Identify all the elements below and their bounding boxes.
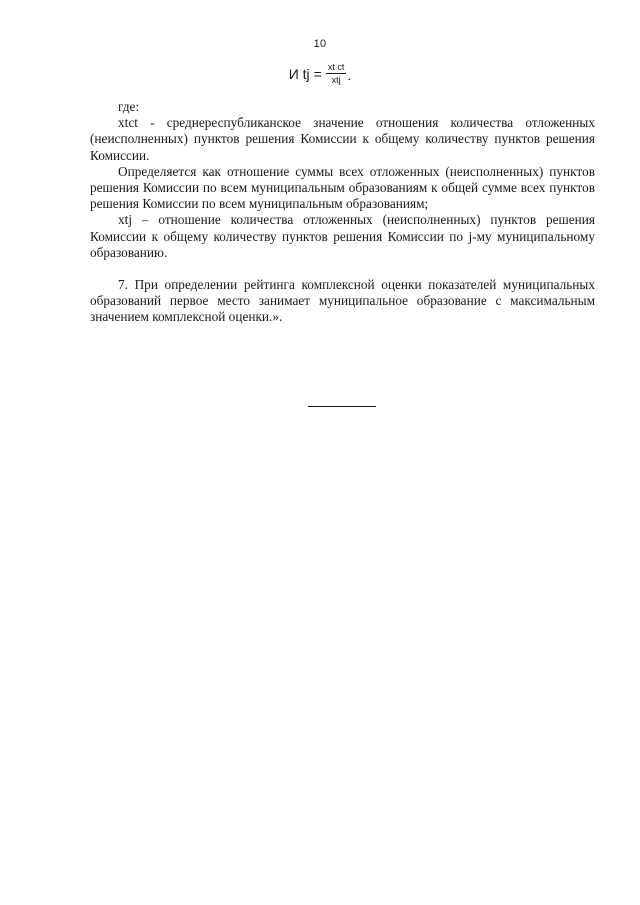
formula [0,62,640,86]
formula-lhs: И tj [288,65,310,82]
document-body [90,99,595,326]
page-number: 10 [313,38,327,50]
end-divider-line [308,406,376,407]
formula-period: . [347,66,352,83]
definition-xtct: xtct - среднереспубликанское значение отношения количества отложенных (неисполненных) пунктов решения Комиссии к общему количеству пунктов решения Комиссии. [90,115,595,163]
formula-denominator: xtj [331,75,341,86]
formula-numerator: xt ct [326,62,347,74]
formula-equals: = [313,65,322,82]
clause-7: 7. При определении рейтинга комплексной оценки показателей муниципальных образований первое место занимает муниципальное образование с максимальным значением комплексной оценки.». [90,277,595,325]
definition-xtct-method: Определяется как отношение суммы всех отложенных (неисполненных) пунктов решения Комиссии по всем муниципальным образованиям к общей сумме всех пунктов решения Комиссии по всем муниципальным образованиям; [90,163,595,212]
formula-fraction [326,62,347,86]
definition-xtj: xtj – отношение количества отложенных (неисполненных) пунктов решения Комиссии к общему количеству пунктов решения Комиссии по j-му муниципальному образованию. [90,212,595,260]
where-label: где: [118,99,140,114]
